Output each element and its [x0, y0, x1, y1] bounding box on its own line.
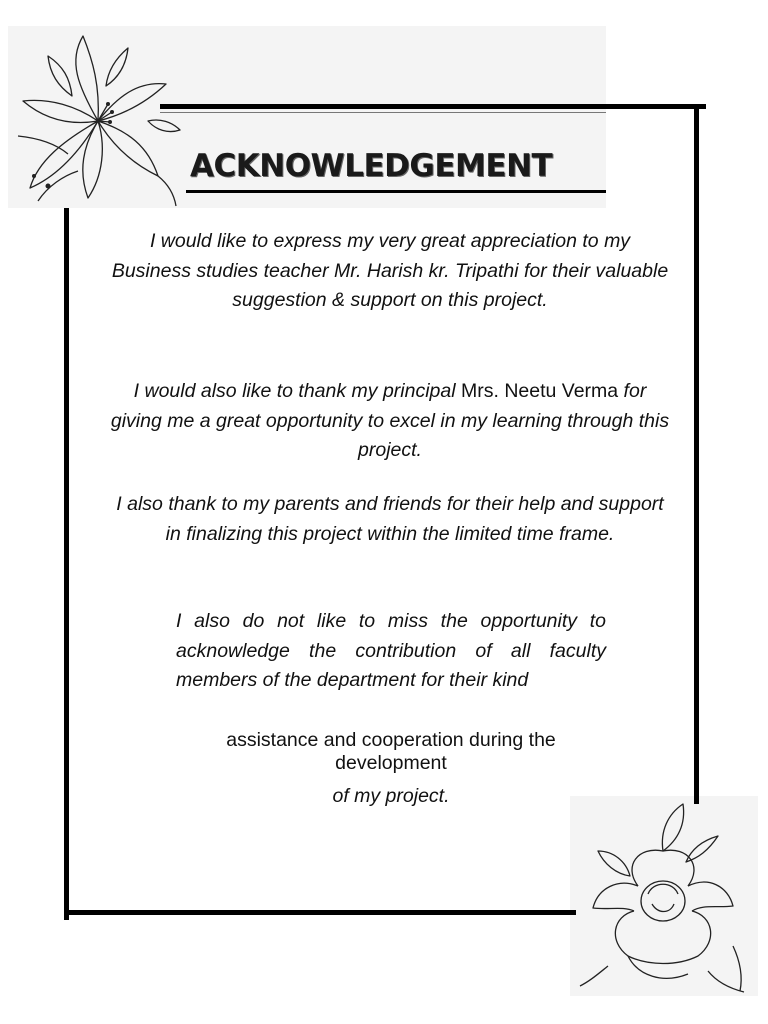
frame-right-border [694, 104, 699, 804]
frame-left-border [64, 208, 69, 920]
title-underline [186, 190, 606, 193]
paragraph-faculty-thanks: I also do not like to miss the opportunity to acknowledge the contribution of all faculty members of the department for their kind [176, 610, 606, 691]
principal-name: Mrs. Neetu Verma [461, 380, 619, 402]
paragraph-teacher-thanks: I would like to express my very great appreciation to my Business studies teacher Mr. Harish kr. Tripathi for their valuable suggestion & support on this project. [111, 230, 669, 311]
principal-thanks-tail: for giving me a great opportunity to excel in my learning through this project. [110, 380, 670, 461]
paragraph-faculty-continuation: assistance and cooperation during the development [226, 729, 556, 774]
page-title: ACKNOWLEDGEMENT [190, 148, 553, 184]
paragraph-parents-thanks: I also thank to my parents and friends for their help and support in finalizing this project within the limited time frame. [116, 493, 664, 545]
paragraph-faculty-end: of my project. [332, 785, 450, 807]
frame-top-border [160, 104, 706, 109]
paragraph-principal-thanks [110, 377, 670, 466]
frame-top-thin-border [160, 112, 606, 113]
peony-flower-icon [568, 796, 758, 996]
frame-bottom-border [64, 910, 576, 915]
principal-thanks-lead: I would also like to thank my principal [133, 380, 461, 402]
lily-flower-icon [8, 26, 188, 210]
